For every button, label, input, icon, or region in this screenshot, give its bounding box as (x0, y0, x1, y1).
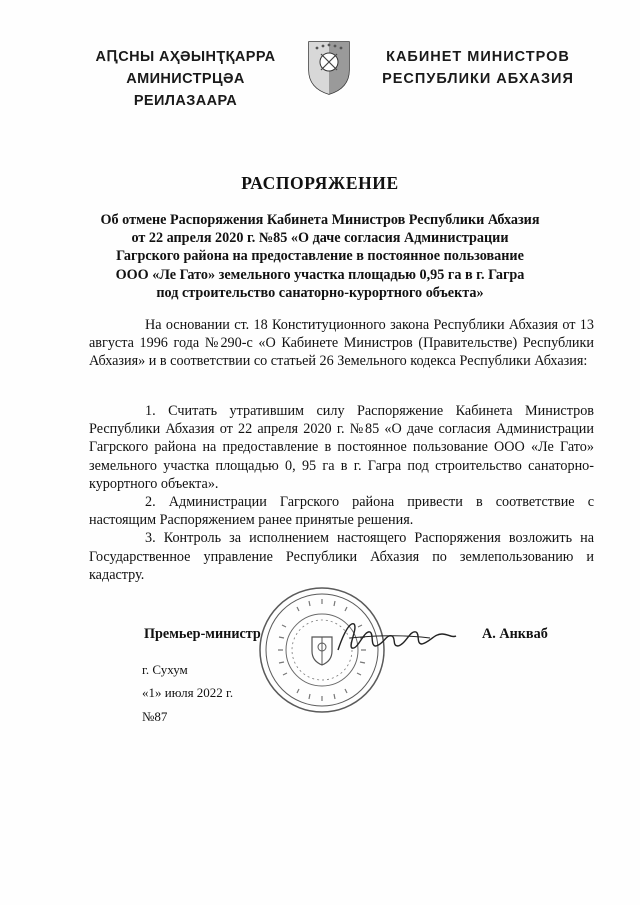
preamble (89, 316, 594, 371)
coat-of-arms-icon (307, 40, 351, 96)
handwritten-signature (330, 612, 460, 662)
document-number: №87 (142, 709, 168, 724)
header-abkhaz-line2: АМИНИСТРЦӘА РЕИЛАЗААРА (126, 71, 245, 109)
header-abkhaz (78, 46, 293, 112)
signatory-name: А. Анкваб (482, 626, 548, 642)
subject-line: ООО «Ле Гато» земельного участка площадью 0,95 га в г. Гагра (115, 266, 525, 283)
header-abkhaz-line1: АԤСНЫ АҲӘЫНҬҚАРРА (95, 49, 276, 65)
document-place: г. Сухум (142, 662, 188, 677)
resolution-items (89, 402, 594, 584)
header-russian-line2: РЕСПУБЛИКИ АБХАЗИЯ (382, 71, 574, 87)
document-subject (100, 211, 540, 302)
document-date: «1» июля 2022 г. (142, 685, 234, 700)
preamble-text: На основании ст. 18 Конституционного закона Республики Абхазия от 13 августа 1996 года №290-с «О Кабинете Министров (Правительстве) Республики Абхазия» и в соответствии со статьей 26 Земельного кодекса Республики Абхазия: (89, 317, 594, 370)
subject-line: Об отмене Распоряжения Кабинета Министров Республики Абхазия (100, 212, 540, 228)
signatory-role: Премьер-министр (144, 626, 261, 642)
document-title: РАСПОРЯЖЕНИЕ (241, 173, 399, 193)
resolution-item-3: 3. Контроль за исполнением настоящего Распоряжения возложить на Государственное управление Республики Абхазия по землепользованию и кадастру. (89, 530, 594, 583)
subject-line: Гагрского района на предоставление в постоянное пользование (116, 248, 524, 265)
header-russian (378, 46, 578, 90)
subject-line: под строительство санаторно-курортного объекта» (156, 284, 484, 301)
resolution-item-1: 1. Считать утратившим силу Распоряжение Кабинета Министров Республики Абхазия от 22 апреля 2020 г. №85 «О даче согласия Администрации Гагрского района на предоставление в постоянное пользование ООО «Ле Гато» земельного участка площадью 0, 95 га в г. Гагра под строительство санаторно-курортного объекта». (89, 403, 594, 492)
resolution-item-2: 2. Администрации Гагрского района привести в соответствие с настоящим Распоряжением ранее принятые решения. (89, 494, 594, 529)
header-russian-line1: КАБИНЕТ МИНИСТРОВ (386, 49, 570, 65)
subject-line: от 22 апреля 2020 г. №85 «О даче согласия Администрации (131, 230, 509, 247)
